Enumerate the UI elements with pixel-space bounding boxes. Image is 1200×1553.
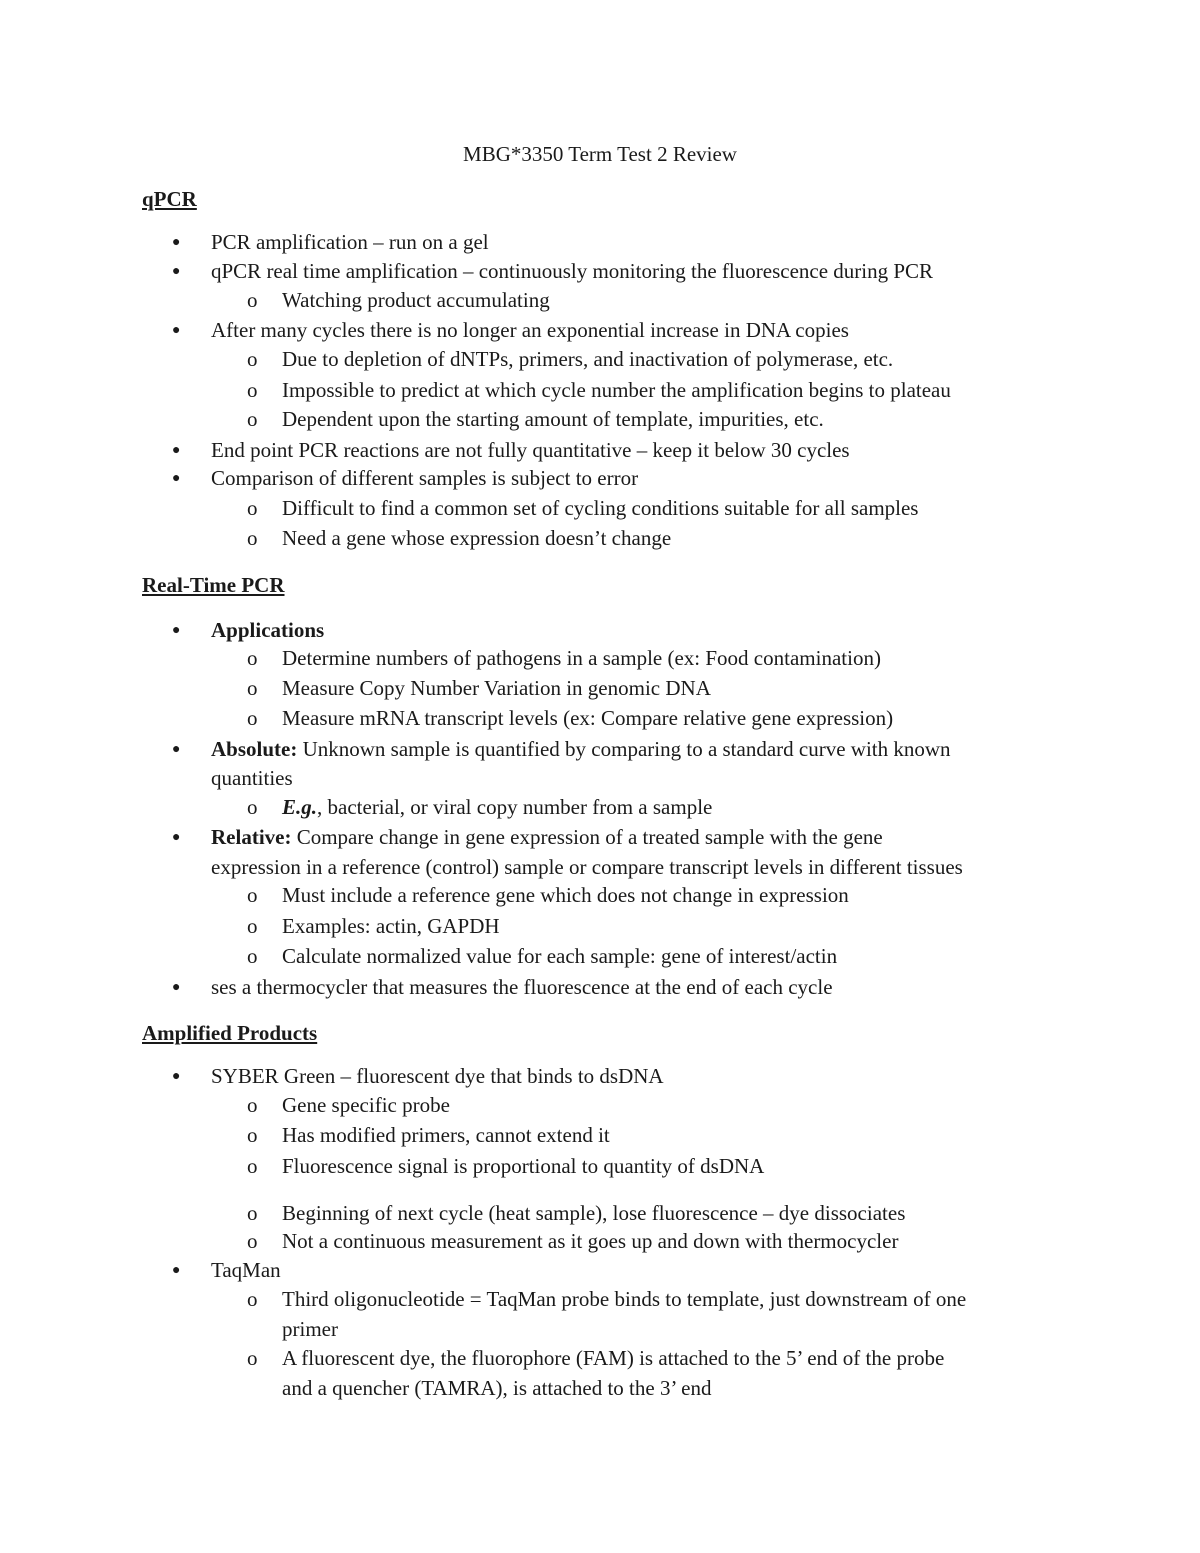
sub-bullet-icon: o: [247, 646, 258, 670]
bullet-icon: ●: [172, 443, 181, 458]
bullet-icon: ●: [172, 264, 181, 279]
list-item-continuation: quantities: [211, 766, 293, 790]
list-item-text: PCR amplification – run on a gel: [211, 230, 489, 254]
sub-bullet-icon: o: [247, 1093, 258, 1117]
sub-list-item-text: Measure mRNA transcript levels (ex: Compare relative gene expression): [282, 706, 894, 730]
eg-label: E.g.: [282, 795, 318, 819]
sub-list-item-text: Need a gene whose expression doesn’t change: [282, 526, 672, 550]
sub-list-item-text: Determine numbers of pathogens in a sample (ex: Food contamination): [282, 646, 881, 670]
section-heading-qpcr: qPCR: [142, 187, 197, 211]
sub-list-item-text: Due to depletion of dNTPs, primers, and inactivation of polymerase, etc.: [282, 347, 894, 371]
bullet-icon: ●: [172, 623, 181, 638]
list-item-text: After many cycles there is no longer an exponential increase in DNA copies: [211, 318, 849, 342]
list-item-text: TaqMan: [211, 1258, 281, 1282]
sub-list-item-text: A fluorescent dye, the fluorophore (FAM) is attached to the 5’ end of the probe: [282, 1346, 945, 1370]
sub-list-item-text: Dependent upon the starting amount of template, impurities, etc.: [282, 407, 824, 431]
sub-bullet-icon: o: [247, 795, 258, 819]
sub-list-item-continuation: primer: [282, 1317, 338, 1341]
sub-bullet-icon: o: [247, 1287, 258, 1311]
absolute-text: Unknown sample is quantified by comparing to a standard curve with known: [297, 737, 951, 761]
sub-list-item-text: [282, 795, 712, 820]
bullet-icon: ●: [172, 323, 181, 338]
sub-list-item-text: Difficult to find a common set of cycling conditions suitable for all samples: [282, 496, 919, 520]
list-item-text: SYBER Green – fluorescent dye that binds to dsDNA: [211, 1064, 664, 1088]
list-item-continuation: expression in a reference (control) sample or compare transcript levels in different tissues: [211, 855, 963, 879]
bullet-icon: ●: [172, 830, 181, 845]
page-title: MBG*3350 Term Test 2 Review: [463, 142, 737, 166]
sub-bullet-icon: o: [247, 883, 258, 907]
bullet-icon: ●: [172, 742, 181, 757]
list-item-text: qPCR real time amplification – continuously monitoring the fluorescence during PCR: [211, 259, 934, 283]
sub-list-item-text: Third oligonucleotide = TaqMan probe binds to template, just downstream of one: [282, 1287, 967, 1311]
sub-list-item-text: Measure Copy Number Variation in genomic DNA: [282, 676, 711, 700]
sub-list-item-text: Must include a reference gene which does not change in expression: [282, 883, 849, 907]
bullet-icon: ●: [172, 1069, 181, 1084]
sub-list-item-text: Beginning of next cycle (heat sample), lose fluorescence – dye dissociates: [282, 1201, 906, 1225]
sub-bullet-icon: o: [247, 496, 258, 520]
sub-bullet-icon: o: [247, 944, 258, 968]
sub-bullet-icon: o: [247, 1346, 258, 1370]
list-item-text: End point PCR reactions are not fully quantitative – keep it below 30 cycles: [211, 438, 850, 462]
list-item-text: [211, 737, 951, 762]
section-heading-amplified-products: Amplified Products: [142, 1021, 318, 1045]
sub-bullet-icon: o: [247, 378, 258, 402]
list-item-text: Comparison of different samples is subject to error: [211, 466, 639, 490]
sub-bullet-icon: o: [247, 676, 258, 700]
section-heading-realtime-pcr: Real-Time PCR: [142, 573, 285, 597]
sub-bullet-icon: o: [247, 526, 258, 550]
bullet-icon: ●: [172, 1263, 181, 1278]
sub-list-item-text: Examples: actin, GAPDH: [282, 914, 500, 938]
bullet-icon: ●: [172, 980, 181, 995]
sub-bullet-icon: o: [247, 347, 258, 371]
sub-bullet-icon: o: [247, 1201, 258, 1225]
sub-list-item-text: Watching product accumulating: [282, 288, 550, 312]
sub-bullet-icon: o: [247, 914, 258, 938]
bullet-icon: ●: [172, 471, 181, 486]
sub-bullet-icon: o: [247, 407, 258, 431]
sub-bullet-icon: o: [247, 706, 258, 730]
sub-list-item-text: Not a continuous measurement as it goes up and down with thermocycler: [282, 1229, 899, 1253]
sub-list-item-text: Calculate normalized value for each sample: gene of interest/actin: [282, 944, 838, 968]
sub-list-item-text: Impossible to predict at which cycle number the amplification begins to plateau: [282, 378, 951, 402]
sub-list-item-text: Fluorescence signal is proportional to quantity of dsDNA: [282, 1154, 765, 1178]
list-item-text: [211, 618, 324, 643]
sub-bullet-icon: o: [247, 288, 258, 312]
applications-label: Applications: [211, 618, 325, 642]
relative-label: Relative:: [211, 825, 292, 849]
relative-text: Compare change in gene expression of a treated sample with the gene: [291, 825, 883, 849]
absolute-label: Absolute:: [211, 737, 298, 761]
eg-text: , bacterial, or viral copy number from a sample: [317, 795, 713, 819]
sub-list-item-text: Gene specific probe: [282, 1093, 450, 1117]
sub-bullet-icon: o: [247, 1123, 258, 1147]
sub-bullet-icon: o: [247, 1154, 258, 1178]
sub-list-item-continuation: and a quencher (TAMRA), is attached to the 3’ end: [282, 1376, 712, 1400]
list-item-text: [211, 825, 883, 850]
sub-bullet-icon: o: [247, 1229, 258, 1253]
list-item-text: ses a thermocycler that measures the fluorescence at the end of each cycle: [211, 975, 833, 999]
bullet-icon: ●: [172, 235, 181, 250]
sub-list-item-text: Has modified primers, cannot extend it: [282, 1123, 610, 1147]
